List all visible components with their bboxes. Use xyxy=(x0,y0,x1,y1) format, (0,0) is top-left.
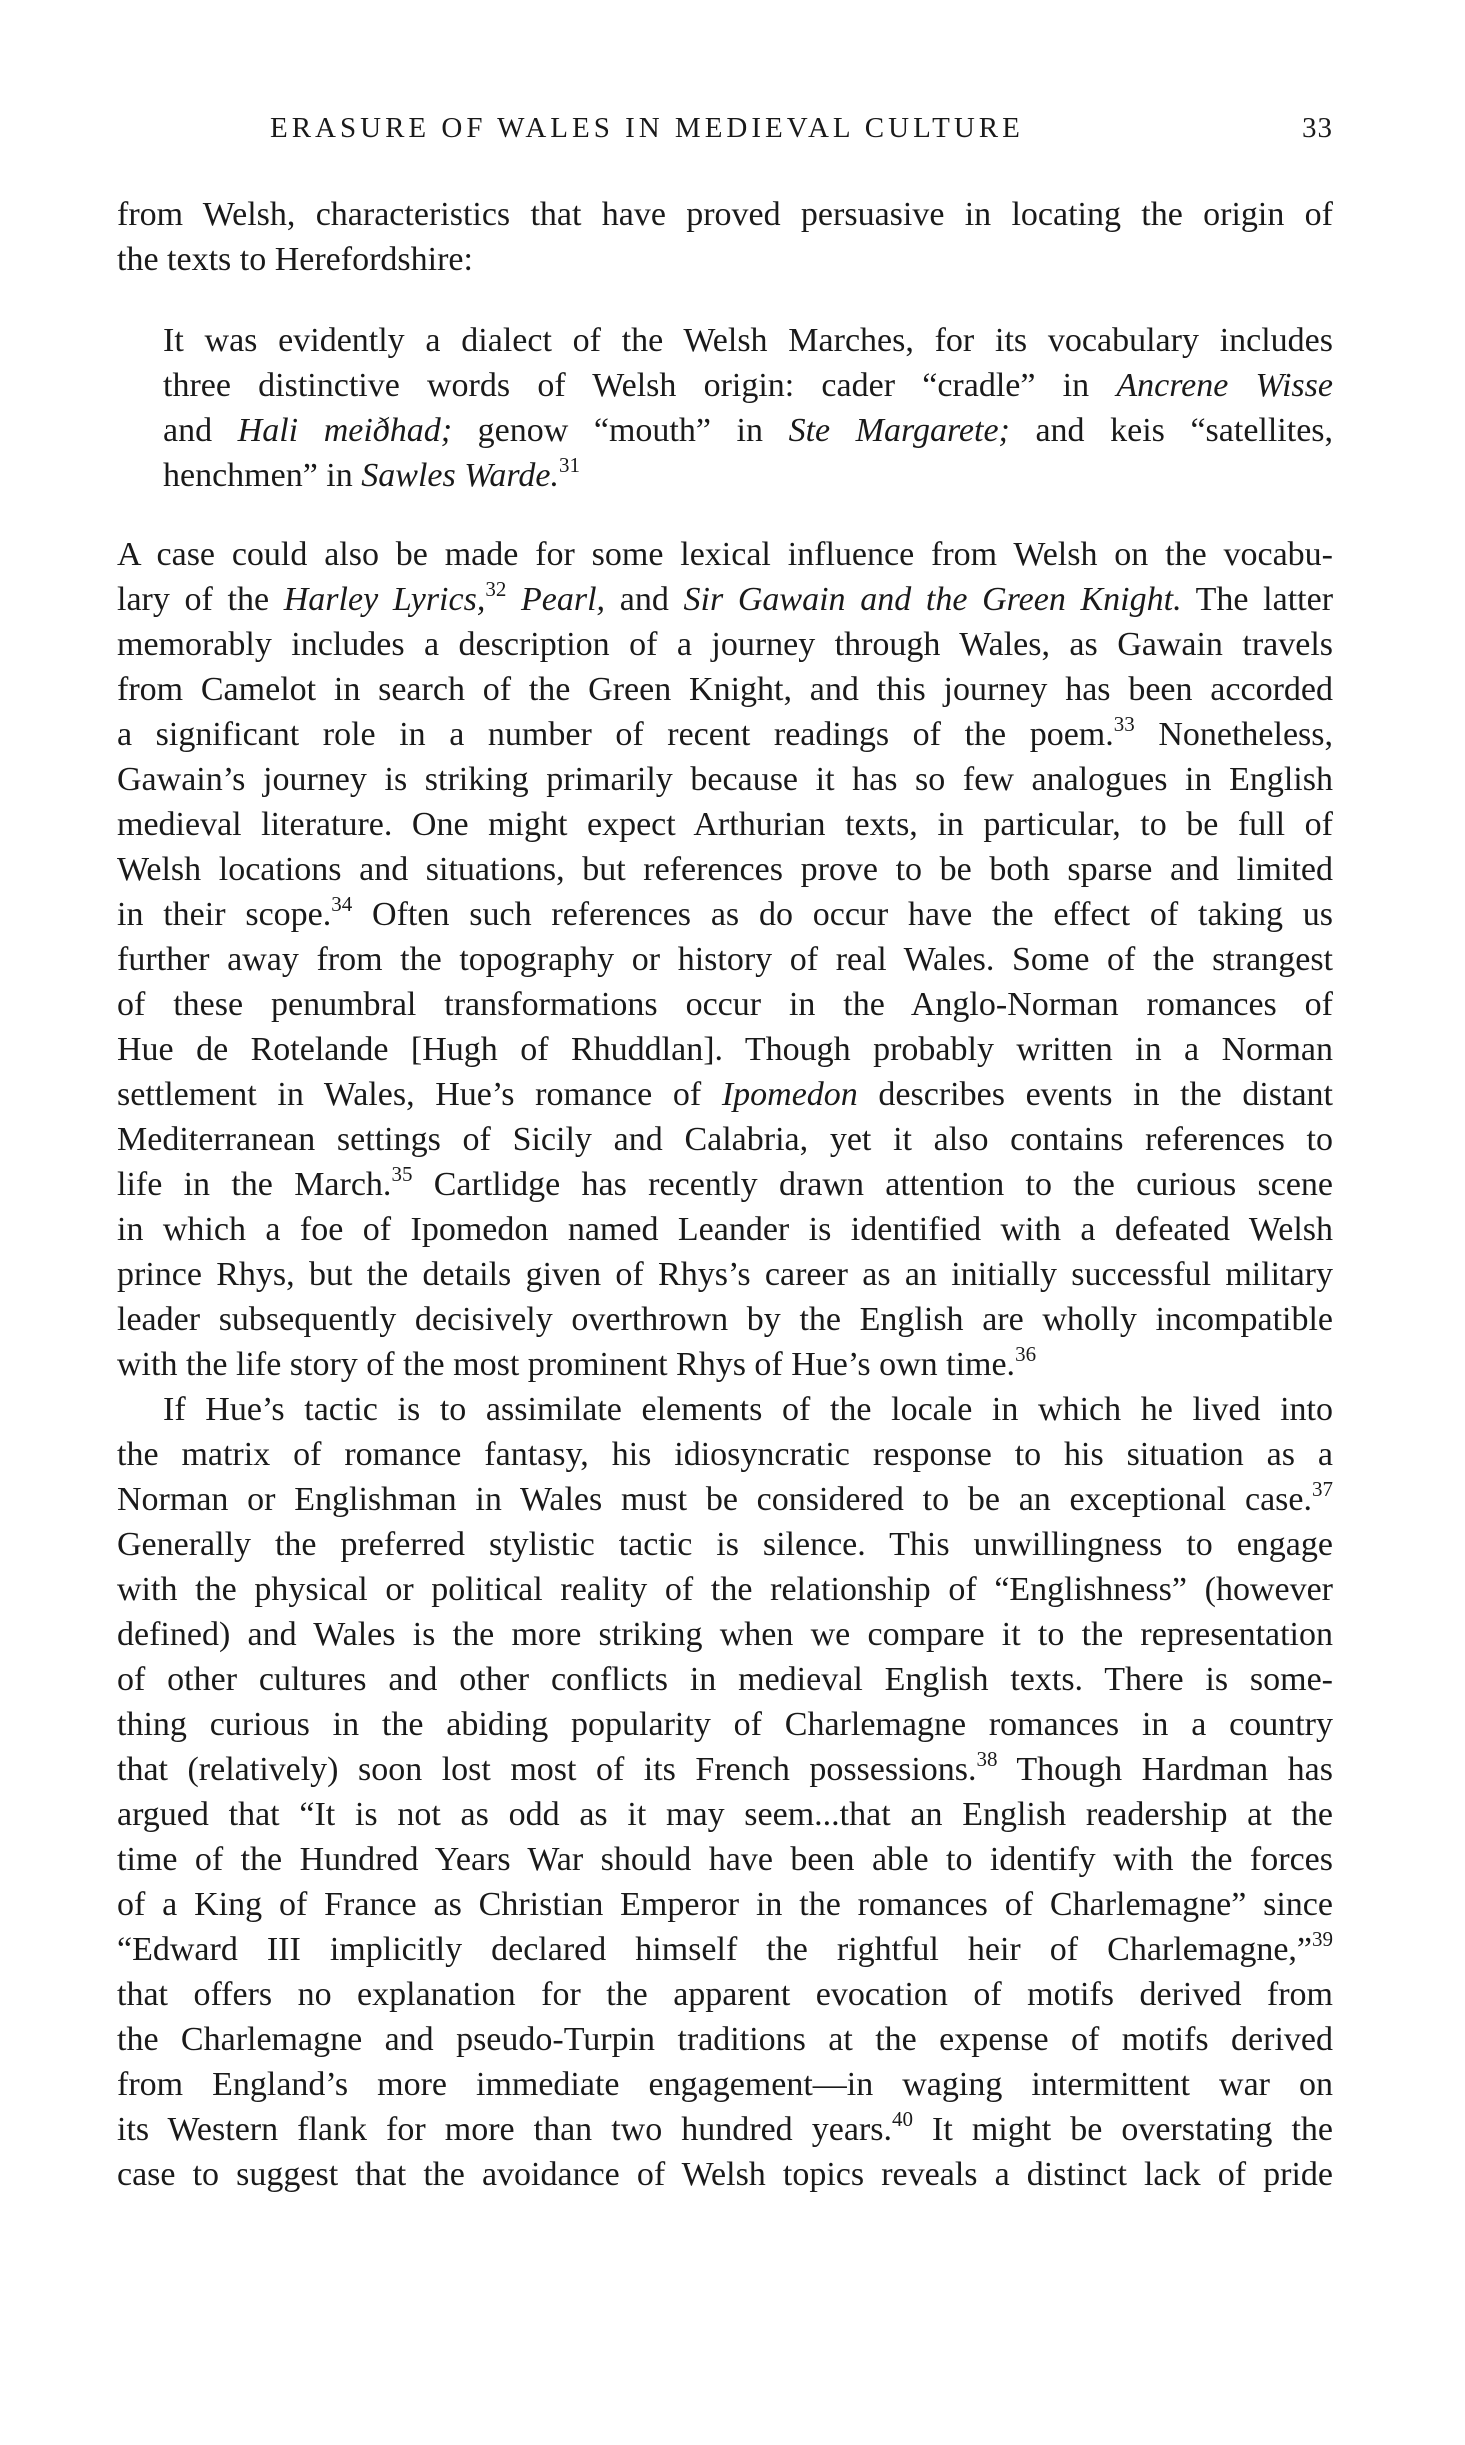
text-line: medieval literature. One might expect Arthurian texts, in particular, to be full of xyxy=(117,806,1333,843)
paragraph-continuation xyxy=(117,192,1333,282)
footnote-ref: 32 xyxy=(485,577,507,601)
text-line: lary of the Harley Lyrics,$^{32}$ Pearl, and Sir Gawain and the Green Knight. The latter xyxy=(117,577,1334,618)
page-number: 33 xyxy=(1302,112,1333,144)
text-line: further away from the topography or history of real Wales. Some of the strangest xyxy=(117,941,1333,978)
text-line: Welsh locations and situations, but references prove to be both sparse and limited xyxy=(117,851,1333,888)
running-title: ERASURE OF WALES IN MEDIEVAL CULTURE xyxy=(270,112,1024,144)
footnote-ref: 39 xyxy=(1312,1927,1333,1951)
text-line: Gawain’s journey is striking primarily because it has so few analogues in English xyxy=(117,761,1333,798)
text-line: If Hue’s tactic is to assimilate elements of the locale in which he lived into xyxy=(163,1391,1333,1428)
running-head xyxy=(117,112,1333,162)
body-text xyxy=(117,192,1333,2197)
text-line: thing curious in the abiding popularity of Charlemagne romances in a country xyxy=(117,1706,1333,1743)
text-line: Mediterranean settings of Sicily and Calabria, yet it also contains references to xyxy=(117,1121,1333,1158)
text-line: defined) and Wales is the more striking when we compare it to the representation xyxy=(117,1616,1333,1653)
text-line: argued that “It is not as odd as it may seem...that an English readership at the xyxy=(117,1796,1333,1833)
text-line: of these penumbral transformations occur in the Anglo-Norman romances of xyxy=(117,986,1333,1023)
paragraph xyxy=(117,532,1333,1387)
text-line: in their scope.$^{34}$ Often such references as do occur have the effect of taking us xyxy=(117,892,1334,933)
text-line: memorably includes a description of a journey through Wales, as Gawain travels xyxy=(117,626,1333,663)
text-line: Generally the preferred stylistic tactic is silence. This unwillingness to engage xyxy=(117,1526,1333,1563)
footnote-ref: 35 xyxy=(391,1162,413,1186)
text-line: case to suggest that the avoidance of Welsh topics reveals a distinct lack of pride xyxy=(117,2156,1333,2193)
footnote-ref: 34 xyxy=(331,892,353,916)
text-line: its Western flank for more than two hundred years.$^{40}$ It might be overstating the xyxy=(117,2107,1334,2148)
text-line: Norman or Englishman in Wales must be considered to be an exceptional case.$^{37}$ xyxy=(117,1477,1333,1518)
text-line: three distinctive words of Welsh origin: cader “cradle” in Ancrene Wisse xyxy=(163,367,1333,404)
text-line: settlement in Wales, Hue’s romance of Ipomedon describes events in the distant xyxy=(117,1076,1334,1113)
text-line: a significant role in a number of recent readings of the poem.$^{33}$ Nonetheless, xyxy=(117,712,1333,753)
text-line: of a King of France as Christian Emperor in the romances of Charlemagne” since xyxy=(117,1886,1333,1923)
text-line: from England’s more immediate engagement—in waging intermittent war on xyxy=(117,2066,1333,2103)
text-line: Hue de Rotelande [Hugh of Rhuddlan]. Though probably written in a Norman xyxy=(117,1031,1333,1068)
text-line: “Edward III implicitly declared himself the rightful heir of Charlemagne,”$^{39}$ xyxy=(117,1927,1333,1968)
footnote-ref: 40 xyxy=(891,2107,913,2131)
text-line: in which a foe of Ipomedon named Leander is identified with a defeated Welsh xyxy=(117,1211,1333,1248)
text-line: and Hali meiðhad; genow “mouth” in Ste Margarete; and keis “satellites, xyxy=(163,412,1334,449)
footnote-ref: 38 xyxy=(976,1747,998,1771)
text-line: from Welsh, characteristics that have proved persuasive in locating the origin of xyxy=(117,196,1333,233)
footnote-ref: 37 xyxy=(1312,1477,1333,1501)
text-line: It was evidently a dialect of the Welsh Marches, for its vocabulary includes xyxy=(163,322,1333,359)
block-quote xyxy=(163,318,1333,498)
text-line: leader subsequently decisively overthrown by the English are wholly incompatible xyxy=(117,1301,1333,1338)
text-line: time of the Hundred Years War should have been able to identify with the forces xyxy=(117,1841,1333,1878)
footnote-ref: 31 xyxy=(558,453,580,477)
text-line: life in the March.$^{35}$ Cartlidge has recently drawn attention to the curious scene xyxy=(117,1162,1333,1203)
text-line: with the life story of the most prominent Rhys of Hue’s own time.$^{36}$ xyxy=(117,1342,1037,1383)
footnote-ref: 36 xyxy=(1015,1342,1037,1366)
paragraph xyxy=(117,1387,1333,2197)
text-line: the matrix of romance fantasy, his idiosyncratic response to his situation as a xyxy=(117,1436,1333,1473)
text-line: A case could also be made for some lexical influence from Welsh on the vocabu- xyxy=(117,536,1333,573)
book-page xyxy=(117,112,1333,2197)
text-line: from Camelot in search of the Green Knight, and this journey has been accorded xyxy=(117,671,1333,708)
text-line: that offers no explanation for the apparent evocation of motifs derived from xyxy=(117,1976,1333,2013)
text-line: with the physical or political reality of the relationship of “Englishness” (however xyxy=(117,1571,1333,1608)
footnote-ref: 33 xyxy=(1113,712,1135,736)
text-line: henchmen” in Sawles Warde.$^{31}$ xyxy=(163,453,580,494)
text-line: the texts to Herefordshire: xyxy=(117,241,473,278)
text-line: the Charlemagne and pseudo-Turpin traditions at the expense of motifs derived xyxy=(117,2021,1333,2058)
text-line: of other cultures and other conflicts in medieval English texts. There is some- xyxy=(117,1661,1333,1698)
text-line: that (relatively) soon lost most of its French possessions.$^{38}$ Though Hardman has xyxy=(117,1747,1334,1788)
text-line: prince Rhys, but the details given of Rhys’s career as an initially successful military xyxy=(117,1256,1333,1293)
